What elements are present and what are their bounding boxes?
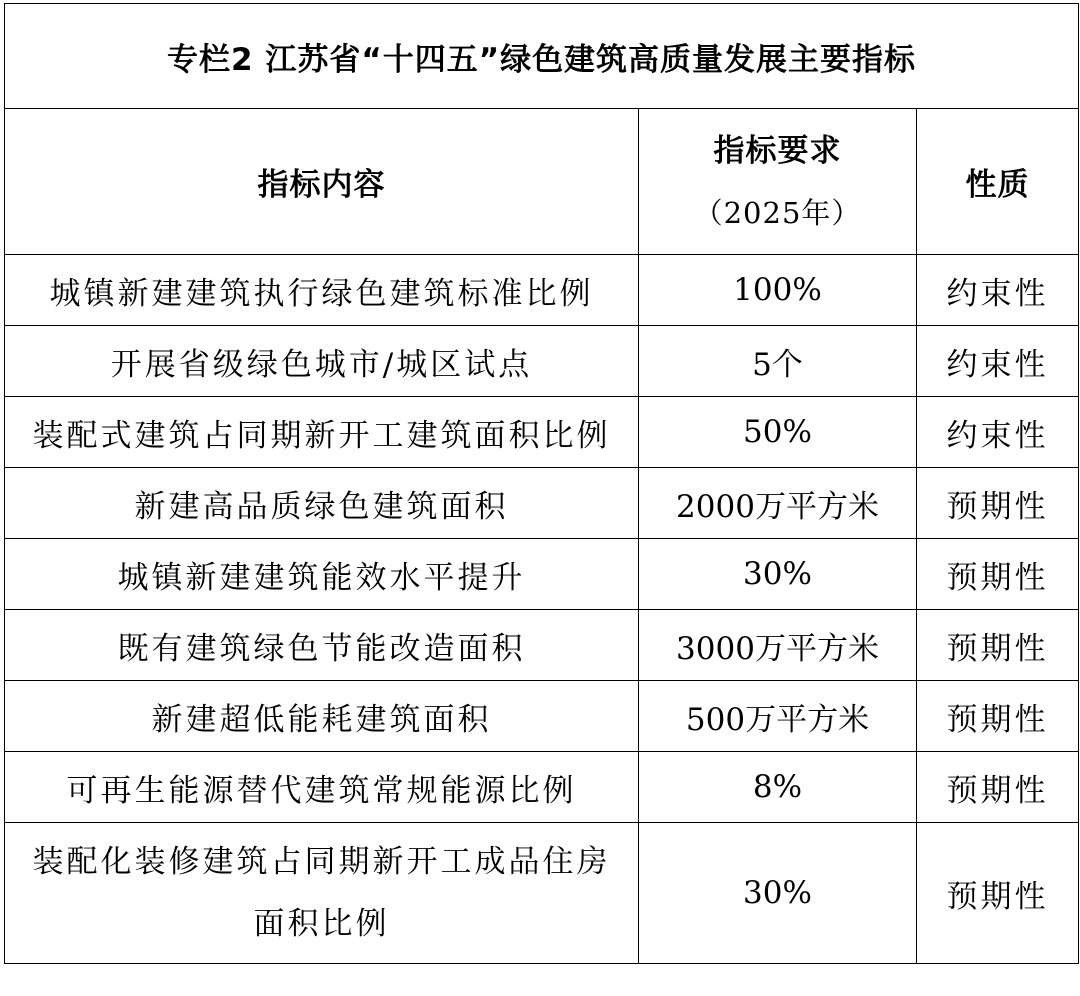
table-row — [5, 610, 1079, 681]
header-requirement — [639, 109, 917, 255]
cell-nature: 预期性 — [917, 610, 1079, 681]
indicator-table — [4, 3, 1079, 964]
cell-content: 新建高品质绿色建筑面积 — [5, 468, 639, 539]
cell-content-line: 面积比例 — [253, 906, 390, 942]
cell-nature: 预期性 — [917, 539, 1079, 610]
title-row — [5, 4, 1079, 109]
cell-nature: 约束性 — [917, 397, 1079, 468]
cell-nature: 约束性 — [917, 255, 1079, 326]
header-content: 指标内容 — [5, 109, 639, 255]
cell-requirement: 100% — [639, 255, 917, 326]
header-nature: 性质 — [917, 109, 1079, 255]
cell-content: 新建超低能耗建筑面积 — [5, 681, 639, 752]
table-row — [5, 823, 1079, 964]
cell-content: 装配式建筑占同期新开工建筑面积比例 — [5, 397, 639, 468]
cell-requirement: 30% — [639, 539, 917, 610]
cell-requirement: 8% — [639, 752, 917, 823]
cell-nature: 预期性 — [917, 752, 1079, 823]
cell-content: 开展省级绿色城市/城区试点 — [5, 326, 639, 397]
table-row — [5, 681, 1079, 752]
cell-content: 城镇新建建筑能效水平提升 — [5, 539, 639, 610]
cell-requirement: 3000万平方米 — [639, 610, 917, 681]
table-title: 专栏2 江苏省“十四五”绿色建筑高质量发展主要指标 — [5, 4, 1079, 109]
table-row — [5, 397, 1079, 468]
table-row — [5, 539, 1079, 610]
table-row — [5, 752, 1079, 823]
cell-nature: 预期性 — [917, 681, 1079, 752]
header-row — [5, 109, 1079, 255]
cell-requirement: 5个 — [639, 326, 917, 397]
cell-content: 可再生能源替代建筑常规能源比例 — [5, 752, 639, 823]
header-requirement-label: 指标要求 — [713, 132, 842, 169]
cell-nature: 预期性 — [917, 468, 1079, 539]
header-requirement-year: （2025年） — [693, 195, 862, 230]
table-row — [5, 255, 1079, 326]
cell-nature: 预期性 — [917, 823, 1079, 964]
cell-content: 既有建筑绿色节能改造面积 — [5, 610, 639, 681]
cell-nature: 约束性 — [917, 326, 1079, 397]
cell-content-line: 装配化装修建筑占同期新开工成品住房 — [32, 844, 611, 880]
cell-requirement: 50% — [639, 397, 917, 468]
cell-content — [5, 823, 639, 964]
table-row — [5, 326, 1079, 397]
cell-content: 城镇新建建筑执行绿色建筑标准比例 — [5, 255, 639, 326]
table-row — [5, 468, 1079, 539]
cell-requirement: 500万平方米 — [639, 681, 917, 752]
cell-requirement: 2000万平方米 — [639, 468, 917, 539]
cell-requirement: 30% — [639, 823, 917, 964]
